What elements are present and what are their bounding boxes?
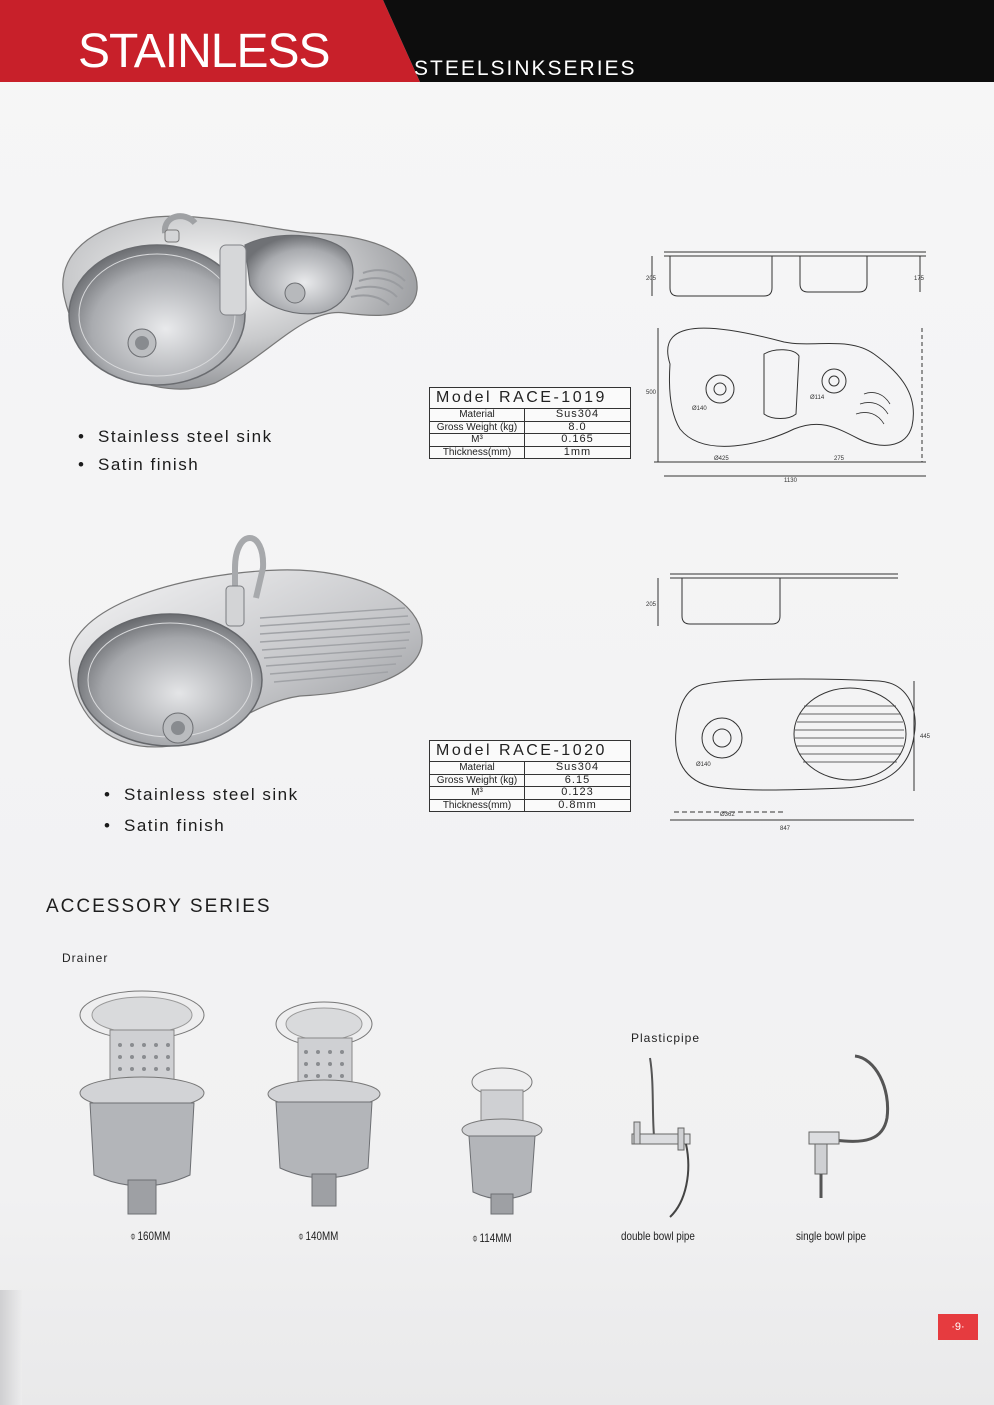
spec-value: 0.165 xyxy=(561,433,594,445)
single-bowl-pipe-image xyxy=(795,1048,915,1218)
dim-label: 1130 xyxy=(784,478,797,484)
feature-list-race-1020 xyxy=(102,779,299,841)
dim-label: 275 xyxy=(834,456,845,462)
spec-label: Thickness(mm) xyxy=(430,447,525,459)
drainer-140mm-image xyxy=(262,988,387,1213)
caption-text: 140MM xyxy=(305,1229,339,1243)
diameter-icon: ⌽ xyxy=(472,1231,478,1245)
feature-item: • Stainless steel sink xyxy=(76,423,273,451)
single-bowl-pipe-caption: single bowl pipe xyxy=(796,1229,867,1243)
spec-label: Thickness(mm) xyxy=(430,800,525,812)
spec-value: 0.8mm xyxy=(558,798,597,811)
spec-value: 0.123 xyxy=(561,786,594,798)
spec-row xyxy=(430,775,630,788)
page-subtitle: STEELSINKSERIES xyxy=(414,57,637,80)
spec-row xyxy=(430,409,630,422)
spec-label: Material xyxy=(430,409,525,421)
drainer-160mm-caption xyxy=(130,1229,170,1244)
drainer-140mm-caption xyxy=(298,1229,338,1244)
feature-list-race-1019 xyxy=(76,423,273,479)
drainer-label: Drainer xyxy=(62,951,109,965)
dim-label: Ø140 xyxy=(696,762,711,768)
dim-label: 205 xyxy=(646,602,657,608)
dim-label: 205 xyxy=(646,276,657,282)
spec-value: 8.0 xyxy=(568,420,587,433)
spec-label: M³ xyxy=(430,787,525,799)
page-title: STAINLESS xyxy=(78,25,330,78)
plasticpipe-label: Plasticpipe xyxy=(631,1031,701,1045)
dim-label: Ø425 xyxy=(714,456,729,462)
spec-value: Sus304 xyxy=(555,761,600,773)
spec-label: M³ xyxy=(430,434,525,446)
spec-row xyxy=(430,762,630,775)
spec-value: 1mm xyxy=(563,445,592,458)
spec-table-race-1019 xyxy=(429,387,631,459)
spec-row xyxy=(430,800,630,812)
dim-label: Ø140 xyxy=(692,406,707,412)
dim-label: 175 xyxy=(914,276,925,282)
model-name: Model RACE-1019 xyxy=(430,388,630,409)
spec-value: Sus304 xyxy=(555,408,600,420)
page-edge-shadow xyxy=(0,1290,22,1405)
diameter-icon: ⌽ xyxy=(130,1229,136,1243)
spec-row xyxy=(430,434,630,447)
spec-row xyxy=(430,787,630,800)
spec-label: Gross Weight (kg) xyxy=(430,775,525,787)
dim-label: 500 xyxy=(646,390,657,396)
sink-race-1019-photo xyxy=(45,205,430,405)
drainer-114mm-caption xyxy=(472,1231,512,1246)
spec-label: Gross Weight (kg) xyxy=(430,422,525,434)
spec-row xyxy=(430,447,630,459)
model-name: Model RACE-1020 xyxy=(430,741,630,762)
caption-text: 114MM xyxy=(479,1231,512,1245)
drainer-114mm-image xyxy=(455,1062,550,1217)
dim-label: Ø362 xyxy=(720,812,735,818)
page-number: ·9· xyxy=(938,1314,978,1340)
accessory-section-title: ACCESSORY SERIES xyxy=(46,896,272,917)
double-bowl-pipe-image xyxy=(620,1052,710,1222)
feature-item: • Stainless steel sink xyxy=(102,779,299,810)
feature-item: • Satin finish xyxy=(76,451,273,479)
dim-label: 445 xyxy=(920,734,931,740)
feature-item: • Satin finish xyxy=(102,810,299,841)
spec-row xyxy=(430,422,630,435)
sink-race-1020-photo xyxy=(60,528,430,768)
diameter-icon: ⌽ xyxy=(298,1229,304,1243)
spec-value: 6.15 xyxy=(564,773,591,786)
dim-label: Ø114 xyxy=(810,395,825,401)
spec-label: Material xyxy=(430,762,525,774)
spec-table-race-1020 xyxy=(429,740,631,812)
caption-text: 160MM xyxy=(137,1229,171,1243)
drainer-160mm-image xyxy=(70,975,210,1220)
technical-drawing-race-1019 xyxy=(644,244,934,484)
dim-label: 847 xyxy=(780,826,791,832)
technical-drawing-race-1020 xyxy=(644,566,934,836)
double-bowl-pipe-caption: double bowl pipe xyxy=(621,1229,695,1243)
